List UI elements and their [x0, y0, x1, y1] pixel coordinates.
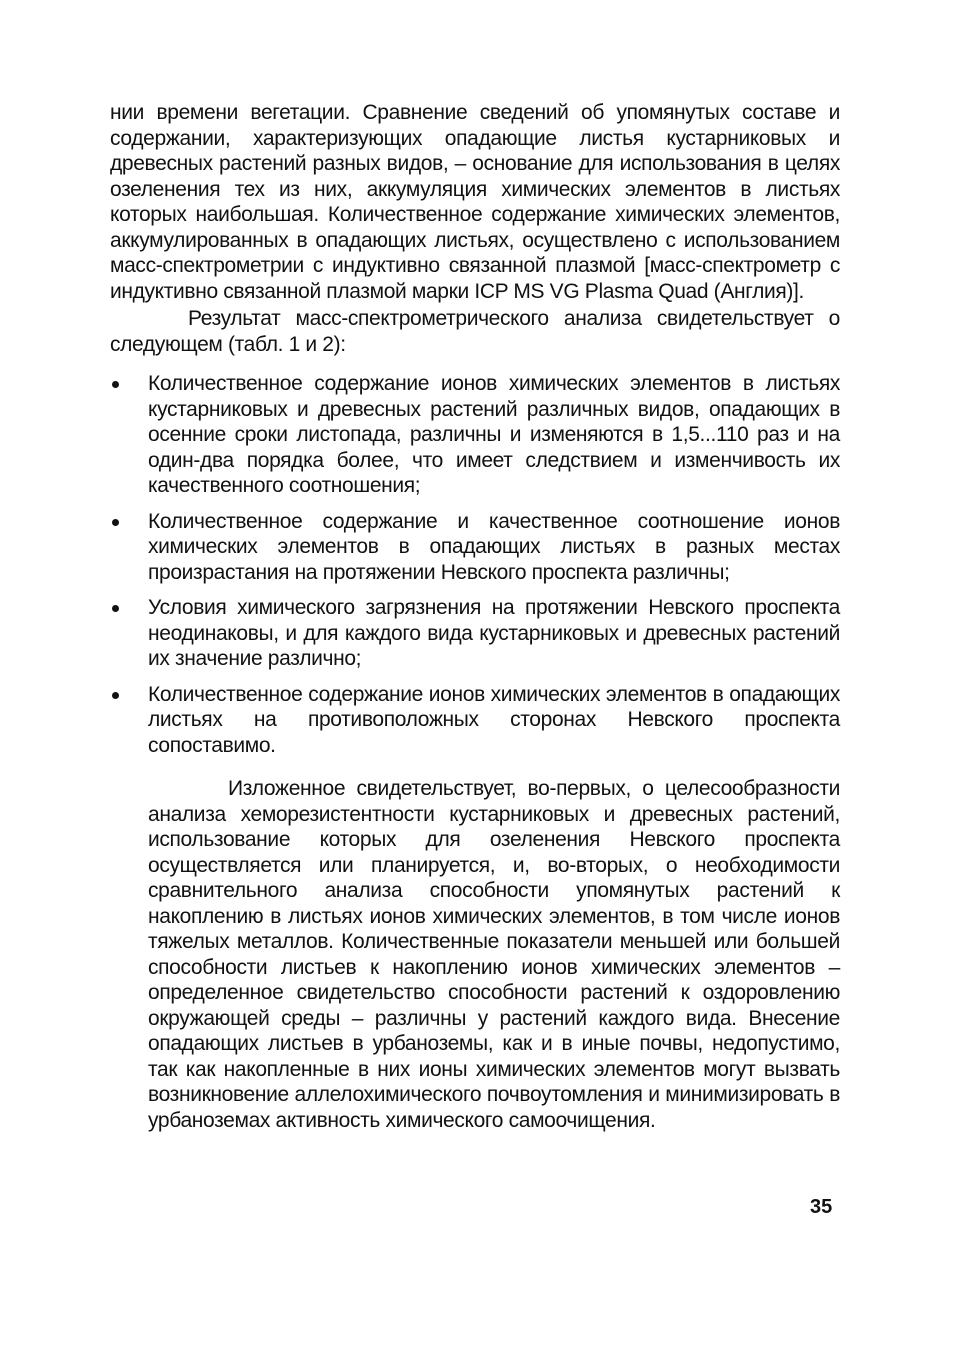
- list-item: [110, 371, 840, 499]
- page-number: 35: [810, 1196, 833, 1218]
- list-item: [110, 509, 840, 586]
- findings-list: [110, 371, 840, 758]
- bullet-icon: [112, 605, 119, 612]
- list-item: [110, 682, 840, 759]
- bullet-icon: [112, 692, 119, 699]
- page-body: [110, 100, 840, 1133]
- bullet-icon: [112, 381, 119, 388]
- result-intro-paragraph: Результат масс-спектрометрического анализа свидетельствует о следующем (табл. 1 и 2):: [110, 307, 840, 356]
- list-item: [110, 595, 840, 672]
- conclusion-paragraph: Изложенное свидетельствует, во-первых, о целесообразности анализа хеморезистентности кустарниковых и древесных растений, использование которых для озеленения Невского проспекта осуществляется или планируется, и, во-вторых, о необходимости сравнительного анализа способности упомянутых растений к накоплению в листьях ионов химических элементов, в том числе ионов тяжелых металлов. Количественные показатели меньшей или большей способности листьев к накоплению ионов химических элементов – определенное свидетельство способности растений к оздоровлению окружающей среды – различны у растений каждого вида. Внесение опадающих листьев в урбаноземы, как и в иные почвы, недопустимо, так как накопленные в них ионы химических элементов могут вызвать возникновение аллелохимического почвоутомления и минимизировать в урбаноземах активность химического самоочищения.: [148, 777, 840, 1132]
- opening-paragraph: нии времени вегетации. Сравнение сведений об упомянутых составе и содержании, характеризующих опадающие листья кустарниковых и древесных растений разных видов, – основание для использования в целях озеленения тех из них, аккумуляция химических элементов в листьях которых наибольшая. Количественное содержание химических элементов, аккумулированных в опадающих листьях, осуществлено с использованием масс-спектрометрии с индуктивно связанной плазмой [масс-спектрометр с индуктивно связанной плазмой марки ICP MS VG Plasma Quad (Англия)].: [110, 101, 840, 303]
- list-item-text: Количественное содержание и качественное соотношение ионов химических элементов в опадающих листьях в разных местах произрастания на протяжении Невского проспекта различны;: [148, 509, 840, 584]
- bullet-icon: [112, 519, 119, 526]
- list-item-text: Количественное содержание ионов химических элементов в опадающих листьях на противоположных сторонах Невского проспекта сопоставимо.: [148, 682, 840, 757]
- list-item-text: Условия химического загрязнения на протяжении Невского проспекта неодинаковы, и для каждого вида кустарниковых и древесных растений их значение различно;: [148, 596, 840, 670]
- list-item-text: Количественное содержание ионов химических элементов в листьях кустарниковых и древесных растений различных видов, опадающих в осенние сроки листопада, различны и изменяются в 1,5...110 раз и на один-два порядка более, что имеет следствием и изменчивость их качественного соотношения;: [148, 372, 840, 497]
